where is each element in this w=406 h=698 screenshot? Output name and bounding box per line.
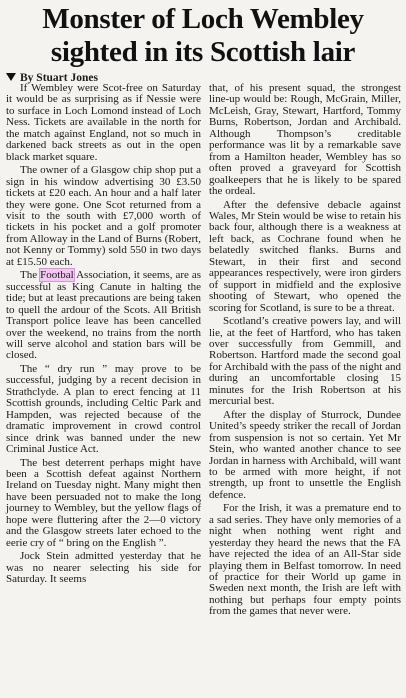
article-paragraph: The “ dry run ” may prove to be successful, judging by a recent decision in Strathclyde. A plan to erect fencing at 11 Scottish grounds, including Celtic Park and Hampden, was rejected because of the dramatic improvement in crowd control since drink was banned under the new Criminal Justice Act. — [6, 362, 201, 456]
highlighted-word: Footbal — [40, 269, 74, 282]
article-paragraph: After the display of Sturrock, Dundee United’s speedy striker the recall of Jordan from suspension is not so certain. Yet Mr Stein, who wanted another chance to see Jordan in harness with Archibald, will want to be armed with more height, if not strength, up front to unsettle the English defence. — [209, 408, 401, 501]
paragraph-text: Association, it seems, are as successful as King Canute in halting the tide; but at least precautions are being taken to quell the ardour of the Scots. All British Transport police leave has been cancelled over the weekend, no trains from the north will serve alcohol and station bars will be closed. — [6, 269, 202, 362]
article-paragraph: If Wembley were Scot-free on Saturday it would be as surprising as if Nessie were to surface in Loch Lomond instead of Loch Ness. Tickets are available in the north for the match against England, not so much in darkened back streets as out in the open black market square. — [6, 82, 201, 163]
article-column-right — [209, 83, 401, 618]
article-column-left — [6, 83, 201, 585]
article-paragraph: For the Irish, it was a premature end to a sad series. They have only memories of a night when nothing went right and yesterday they heard the news that the FA have rejected the idea of an All-Star side playing them in Belfast tomorrow. In need of practice for their World up game in Sweden next month, the Irish are left with nothing but perhaps four empty points from the games that never were. — [209, 502, 401, 618]
byline-author: By Stuart Jones — [20, 72, 98, 84]
triangle-bullet-icon — [6, 73, 16, 81]
article-paragraph — [6, 270, 201, 362]
article-paragraph: The best deterrent perhaps might have been a Scottish defeat against Northern Ireland on Tuesday night. Many might then have been persuaded not to make the long journey to Wembley, but the yellow flags of hope were fluttering after the 2—0 victory and the Glasgow streets later echoed to the eerie cry of “ bring on the English ”. — [6, 456, 201, 549]
headline-line-2: sighted in its Scottish lair — [50, 36, 356, 68]
paragraph-lead-word: The — [20, 269, 38, 282]
article-paragraph: Jock Stein admitted yesterday that he was no nearer selecting his side for Saturday. It seems — [6, 550, 201, 586]
article-paragraph: The owner of a Glasgow chip shop put a sign in his window advertising 30 £3.50 tickets at £20 each. An hour and a half later they were gone. One Scot returned from a visit to the south with £7,000 worth of tickets in his pocket and a golf promoter from Alloway in the Land of Burns (Robert, not Kenny or Tommy) sold 550 in two days at £15.50 each. — [6, 164, 201, 268]
headline-line-1: Monster of Loch Wembley — [42, 3, 364, 35]
article-paragraph: that, of his present squad, the strongest line-up would be: Rough, McGrain, Miller, McLeish, Gray, Stewart, Hartford, Tommy Burns, Robertson, Jordan and Archibald. Although Thompson’s creditable performance was lit by a remarkable save from a Hamilton header, Wembley has so often proved a graveyard for Scottish goalkeepers that he is likely to be spared the ordeal. — [209, 82, 401, 198]
article-paragraph: Scotland’s creative powers lay, and will lie, at the feet of Hartford, who has taken over successfully from Gemmill, and Robertson. Hartford made the second goal for Archibald with the pass of the night and during an uncomfortable closing 15 minutes for the Irish Robertson at his mercurial best. — [209, 315, 401, 408]
article-paragraph: After the defensive debacle against Wales, Mr Stein would be wise to retain his back four, although there is a weakness at left back, as Cochrane found when he belatedly switched flanks. Burns and Stewart, in their first and second appearances respectively, were iron girders of support in midfield and the explosive shooting of Stewart, who opened the scoring for Scotland, is sure to be a threat. — [209, 198, 401, 314]
